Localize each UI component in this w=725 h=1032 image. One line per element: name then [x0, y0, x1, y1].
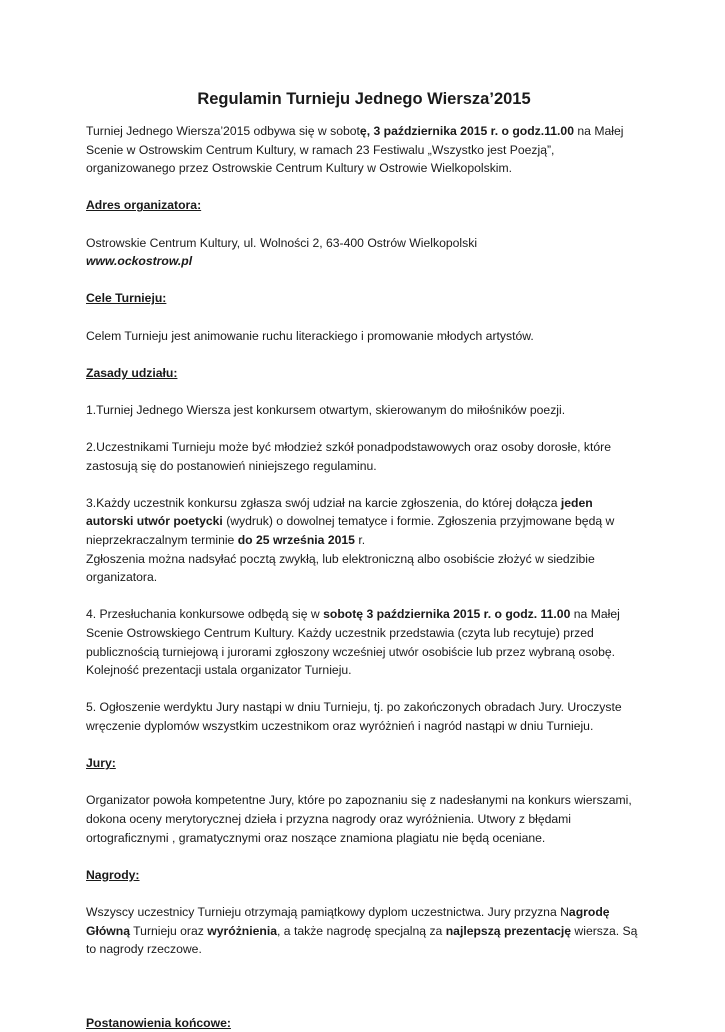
rule-3-text-2: (wydruk) o dowolnej tematyce i formie. Zgłoszenia przyjmowane będą w nieprzekraczalnym terminie [86, 514, 615, 548]
prizes-bold-3: najlepszą prezentację [445, 923, 572, 938]
rule-2: 2.Uczestnikami Turnieju może być młodzież szkół ponadpodstawowych oraz osoby dorosłe, które zastosują się do postanowień niniejszego regulaminu. [86, 440, 611, 473]
intro-paragraph [86, 122, 642, 178]
rule-3-line-2: Zgłoszenia można nadsyłać pocztą zwykłą, lub elektroniczną albo osobiście złożyć w siedzibie organizatora. [86, 551, 595, 585]
final-heading: Postanowienia końcowe: [86, 1015, 231, 1030]
prizes-bold-1: agrodę Główną [86, 904, 610, 938]
rule-4 [86, 605, 642, 679]
prizes-text-3: , a także nagrodę specjalną za [277, 923, 446, 938]
address-website[interactable] [86, 252, 642, 271]
rule-3-bold-1: jeden autorski utwór poetycki [86, 495, 593, 529]
prizes-bold-2: wyróżnienia [207, 923, 278, 938]
prizes-text-2: Turnieju oraz [130, 923, 208, 938]
rule-3-text-3: r. [354, 533, 366, 548]
goals-heading: Cele Turnieju: [86, 291, 167, 306]
document-content [86, 88, 642, 1032]
rule-4-text-1: 4. Przesłuchania konkursowe odbędą się w [86, 607, 324, 622]
prizes-text [86, 903, 642, 959]
address-heading: Adres organizatora: [86, 198, 202, 213]
intro-text-2: na Małej Scenie w Ostrowskim Centrum Kultury, w ramach 23 Festiwalu „Wszystko jest Poezją”, organizowanego przez Ostrowskie Centrum Kultury w Ostrowie Wielkopolskim. [86, 124, 624, 176]
prizes-text-4: wiersza. Są to nagrody rzeczowe. [86, 923, 638, 957]
rule-3-deadline-bold: do 25 września 2015 [237, 533, 355, 548]
rule-5: 5. Ogłoszenie werdyktu Jury nastąpi w dniu Turnieju, tj. po zakończonych obradach Jury. Uroczyste wręczenie dyplomów wszystkim uczestnikom oraz wyróżnień i nagród nastąpi w dniu Turnieju. [86, 700, 622, 733]
rule-4-text-2: na Małej Scenie Ostrowskiego Centrum Kultury. Każdy uczestnik przedstawia (czyta lub recytuje) przed publicznością turniejową i jurorami zgłoszony wcześniej utwór osobiście lub przez wybraną osobę. Kolejność prezentacji ustala organizator Turnieju. [86, 607, 620, 678]
prizes-text-1: Wszyscy uczestnicy Turnieju otrzymają pamiątkowy dyplom uczestnictwa. Jury przyzna N [86, 904, 569, 919]
rules-heading: Zasady udziału: [86, 365, 178, 380]
jury-heading: Jury: [86, 756, 116, 771]
goals-text: Celem Turnieju jest animowanie ruchu literackiego i promowanie młodych artystów. [86, 328, 534, 343]
prizes-heading: Nagrody: [86, 867, 140, 882]
website-link[interactable]: www.ockostrow.pl [86, 254, 193, 269]
document-title: Regulamin Turnieju Jednego Wiersza’2015 [197, 90, 531, 108]
intro-date-bold: ę, 3 października 2015 r. o godz.11.00 [359, 124, 574, 138]
rule-3 [86, 494, 642, 550]
address-line: Ostrowskie Centrum Kultury, ul. Wolności 2, 63-400 Ostrów Wielkopolski [86, 235, 478, 250]
jury-text: Organizator powoła kompetentne Jury, które po zapoznaniu się z nadesłanymi na konkurs wierszami, dokona oceny merytorycznej dzieła i przyzna nagrody oraz wyróżnienia. Utwory z błędami ortograficznymi , gramatycznymi oraz noszące znamiona plagiatu nie będą oceniane. [86, 793, 632, 845]
rule-3-text-1: 3.Każdy uczestnik konkursu zgłasza swój udział na karcie zgłoszenia, do której dołącza [86, 495, 561, 510]
rule-1: 1.Turniej Jednego Wiersza jest konkursem otwartym, skierowanym do miłośników poezji. [86, 402, 566, 417]
intro-text-1: Turniej Jednego Wiersza’2015 odbywa się w sobot [86, 124, 360, 138]
rule-4-date-bold: sobotę 3 października 2015 r. o godz. 11.00 [323, 607, 571, 622]
